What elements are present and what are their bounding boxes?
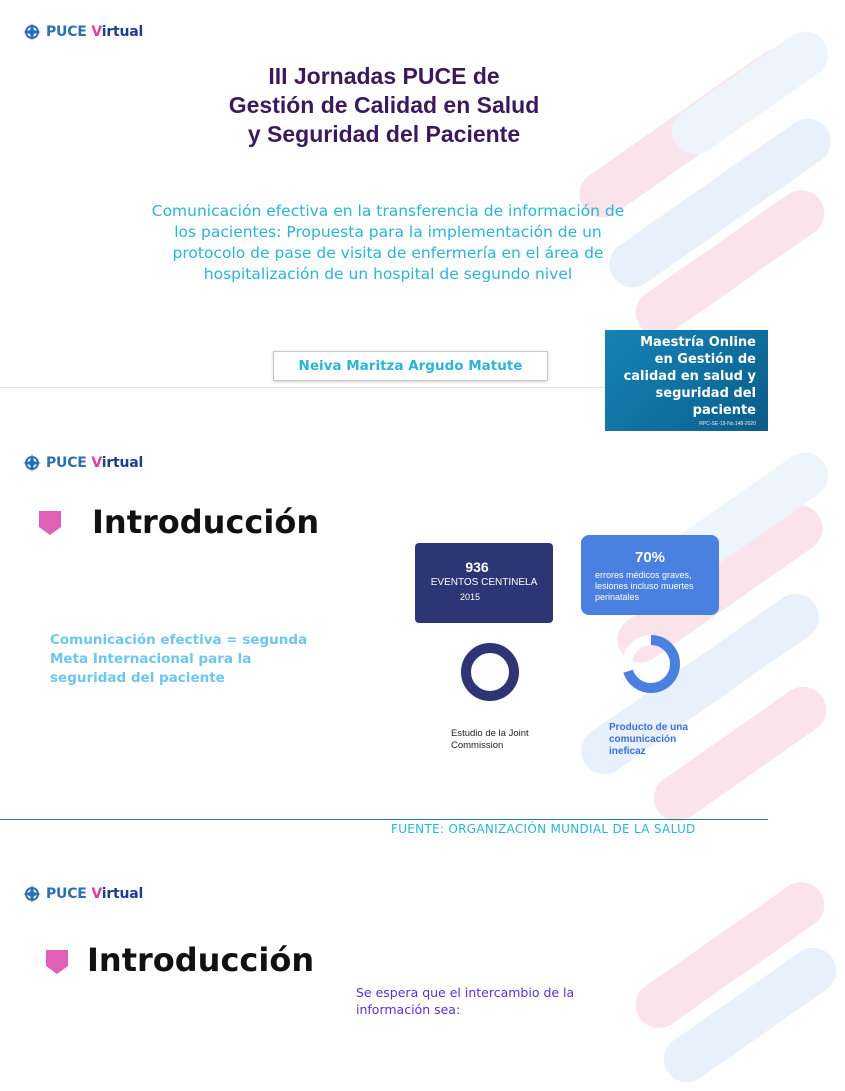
shield-bullet-icon <box>37 509 63 537</box>
puce-compass-icon <box>22 22 42 42</box>
lead-statement <box>50 631 310 688</box>
author-name: Neiva Maritza Argudo Matute <box>273 351 548 381</box>
logo-virtual-text: irtual <box>101 886 144 902</box>
stat-desc-line: perinatales <box>595 592 640 602</box>
caption-line: Commission <box>451 740 504 751</box>
logo-puce-text: PUCE <box>46 455 87 471</box>
title-line: y Seguridad del Paciente <box>247 121 521 147</box>
source-citation: FUENTE: ORGANIZACIÓN MUNDIAL DE LA SALUD <box>391 822 696 836</box>
intro-slide <box>0 431 768 841</box>
masters-badge <box>605 330 768 432</box>
lead-line: Comunicación efectiva = segunda <box>50 632 308 648</box>
donut-arc <box>466 648 514 696</box>
puce-virtual-logo <box>22 453 143 473</box>
talk-subtitle <box>140 201 636 285</box>
caption-line: Producto de una <box>609 722 688 733</box>
caption-line: comunicación <box>609 734 677 745</box>
footer-divider <box>0 819 768 820</box>
subtitle-line: protocolo de pase de visita de enfermería en el área de <box>172 244 604 262</box>
conference-title <box>0 62 768 149</box>
lead-line: Meta Internacional para la <box>50 651 252 667</box>
logo-virtual-text: irtual <box>101 24 144 40</box>
note-line: información sea: <box>356 1002 461 1017</box>
stat-year: 2015 <box>459 592 481 602</box>
title-slide <box>0 0 768 427</box>
ineffective-communication-caption <box>609 722 719 758</box>
badge-line: calidad en salud y <box>623 369 756 384</box>
subtitle-line: los pacientes: Propuesta para la implementación de un <box>174 223 602 241</box>
ineffective-communication-donut <box>620 633 682 695</box>
note-line: Se espera que el intercambio de la <box>356 985 575 1000</box>
stat-label: EVENTOS CENTINELA <box>430 577 538 588</box>
logo-virtual-text: irtual <box>101 455 144 471</box>
badge-line: paciente <box>692 403 756 418</box>
stat-value: 70% <box>634 549 666 566</box>
intro-slide-continued <box>0 862 768 1024</box>
logo-puce-text: PUCE <box>46 24 87 40</box>
title-line: Gestión de Calidad en Salud <box>228 92 540 118</box>
badge-line: seguridad del <box>655 386 756 401</box>
medical-errors-card <box>581 535 719 615</box>
logo-v-glyph: V <box>91 24 102 40</box>
lead-line: seguridad del paciente <box>50 670 225 686</box>
stat-desc-line: errores médicos graves, <box>595 570 692 580</box>
expectation-note <box>356 984 596 1018</box>
subtitle-line: hospitalización de un hospital de segundo nivel <box>203 265 573 283</box>
logo-puce-text: PUCE <box>46 886 87 902</box>
section-heading: Introducción <box>87 941 315 979</box>
joint-commission-donut <box>459 641 521 703</box>
caption-line: ineficaz <box>609 746 646 757</box>
logo-v-glyph: V <box>91 455 102 471</box>
joint-commission-caption <box>451 728 561 752</box>
section-heading: Introducción <box>92 503 320 541</box>
puce-compass-icon <box>22 453 42 473</box>
subtitle-line: Comunicación efectiva en la transferencia de información de <box>151 202 625 220</box>
sentinel-events-card <box>415 543 553 623</box>
caption-line: Estudio de la Joint <box>451 728 529 739</box>
badge-code: RPC-SE-19-No.148-2020 <box>699 421 756 427</box>
title-line: III Jornadas PUCE de <box>268 63 500 89</box>
stat-desc-line: lesiones incluso muertes <box>595 581 694 591</box>
puce-virtual-logo <box>22 884 143 904</box>
stat-value: 936 <box>465 559 489 575</box>
badge-line: Maestría Online <box>640 335 756 350</box>
badge-line: en Gestión de <box>654 352 756 367</box>
shield-bullet-icon <box>44 948 70 976</box>
puce-compass-icon <box>22 884 42 904</box>
stat-description <box>581 566 719 603</box>
logo-v-glyph: V <box>91 886 102 902</box>
puce-virtual-logo <box>22 22 143 42</box>
